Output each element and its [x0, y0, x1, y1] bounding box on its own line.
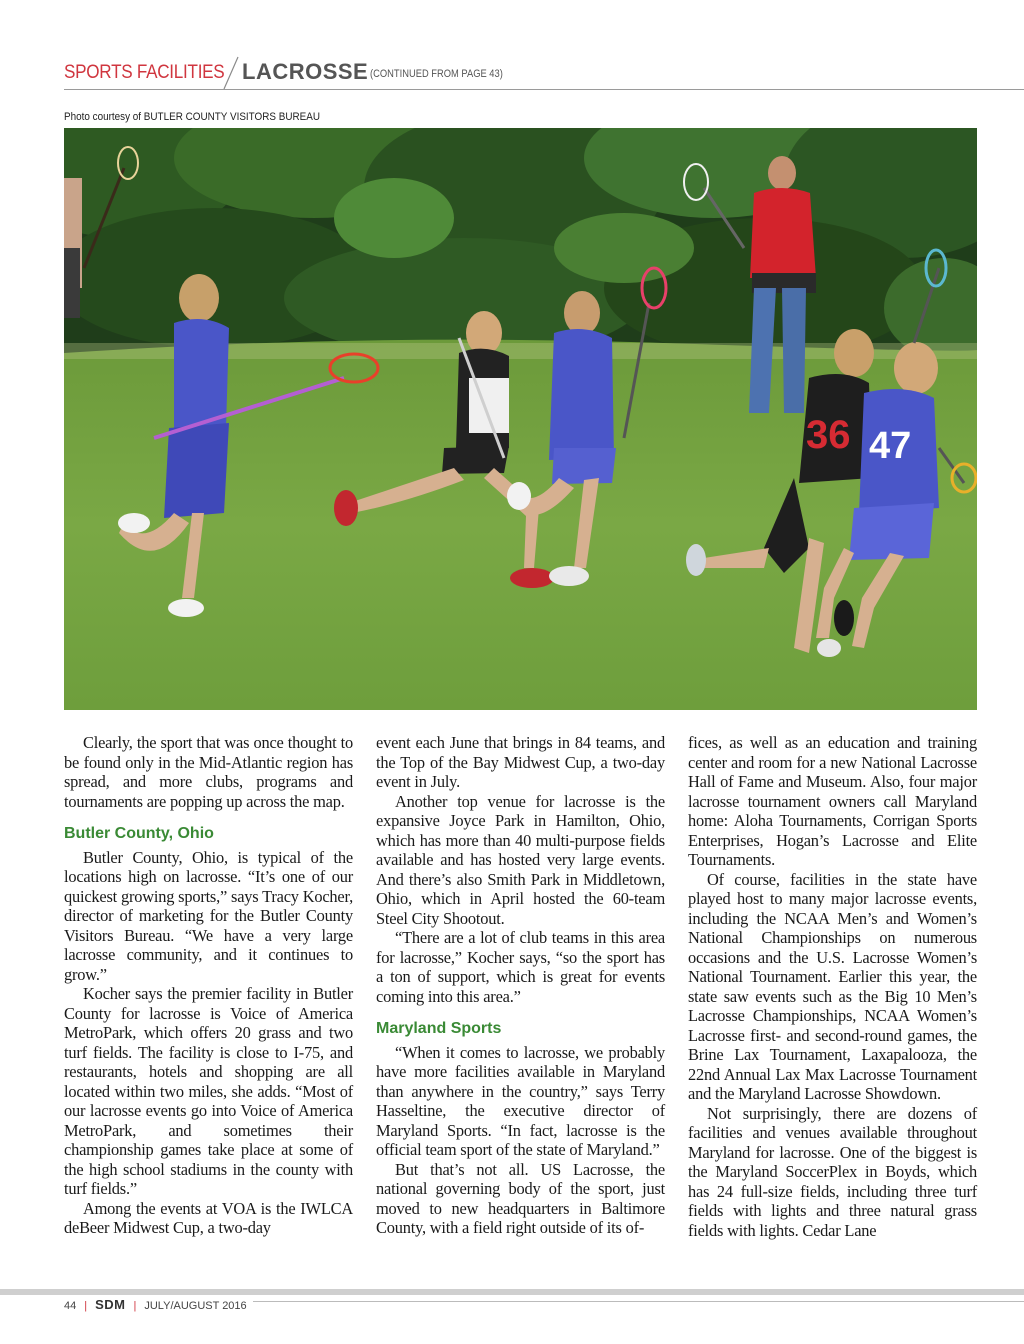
paragraph: Another top venue for lacrosse is the expansive Joyce Park in Hamilton, Ohio, which has more than 40 multi-purpose fields available and has hosted very large events. And there’s also Smith Park in Middletown, Ohio, which in April hosted the 60-team Steel City Shootout. [376, 791, 665, 928]
paragraph: Not surprisingly, there are dozens of facilities and venues available throughout Maryland for lacrosse. One of the biggest is the Maryland SoccerPlex in Boyds, which has 24 full-size fields, including three turf fields with lights and three natural grass fields with lights. Cedar Lane [688, 1103, 977, 1240]
photo-credit: Photo courtesy of BUTLER COUNTY VISITORS BUREAU [64, 111, 321, 123]
paragraph: Of course, facilities in the state have played host to many major lacrosse events, including the NCAA Men’s and Women’s National Championships on numerous occasions and the U.S. Lacrosse Women’s National Tournament. Earlier this year, the state saw events such as the Big 10 Men’s Lacrosse Championships, NCAA Women’s Lacrosse first- and second-round games, the Brine Lax Tournament, Laxapalooza, the 22nd Annual Lax Max Lacrosse Tournament and the Maryland Lacrosse Showdown. [688, 869, 977, 1103]
article-column-1 [64, 733, 353, 1238]
paragraph: fices, as well as an education and training center and room for a new National Lacrosse Hall of Fame and Museum. Also, four major lacrosse tournament owners call Maryland home: Aloha Tournaments, Corrigan Sports Enterprises, Hogan’s Lacrosse and Elite Tournaments. [688, 733, 977, 869]
footer-text [64, 1297, 253, 1312]
paragraph: “There are a lot of club teams in this area for lacrosse,” Kocher says, “so the sport has a ton of support, which is great for events coming into this area.” [376, 928, 665, 1006]
article-column-3 [688, 733, 977, 1240]
paragraph: Kocher says the premier facility in Butler County for lacrosse is Voice of America MetroPark, which offers 20 grass and two turf fields. The facility is close to I-75, and restaurants, hotels and shopping are all located within two miles, she adds. “Most of our lacrosse events go into Voice of America MetroPark, and sometimes their championship games take place at some of the high school stadiums in the county with turf fields.” [64, 984, 353, 1198]
paragraph: event each June that brings in 84 teams, and the Top of the Bay Midwest Cup, a two-day event in July. [376, 733, 665, 791]
page-number: 44 [64, 1300, 77, 1312]
topic-title: LACROSSE [242, 59, 369, 84]
paragraph: Butler County, Ohio, is typical of the locations high on lacrosse. “It’s one of our quickest growing sports,” says Tracy Kocher, director of marketing for the Butler County Visitors Bureau. “We have a very large lacrosse community, and it continues to grow.” [64, 847, 353, 984]
subheading-butler-county: Butler County, Ohio [64, 825, 214, 842]
subheading-maryland-sports: Maryland Sports [376, 1020, 502, 1037]
page-footer [0, 1282, 1024, 1344]
paragraph: Clearly, the sport that was once thought to be found only in the Mid-Atlantic region has spread, and more clubs, programs and tournaments are popping up across the map. [64, 733, 353, 811]
footer-bar [0, 1289, 1024, 1295]
continued-note: (CONTINUED FROM PAGE 43) [370, 68, 503, 80]
paragraph: But that’s not all. US Lacrosse, the national governing body of the sport, just moved to new headquarters in Baltimore County, with a field right outside of its of- [376, 1159, 665, 1237]
page-header [64, 58, 1024, 92]
photo-illustration [64, 128, 977, 710]
magazine-logo: SDM [95, 1297, 126, 1312]
lacrosse-photo [64, 128, 977, 710]
section-label: SPORTS FACILITIES [64, 62, 225, 83]
article-column-2 [376, 733, 665, 1238]
jersey-number-36: 36 [806, 413, 851, 457]
paragraph: Among the events at VOA is the IWLCA deBeer Midwest Cup, a two-day [64, 1198, 353, 1237]
issue-date: JULY/AUGUST 2016 [144, 1300, 247, 1312]
header-slash-divider [221, 55, 241, 91]
jersey-number-47: 47 [869, 425, 912, 467]
footer-separator: | [84, 1300, 88, 1312]
paragraph: “When it comes to lacrosse, we probably have more facilities available in Maryland than anywhere in the country,” says Terry Hasseltine, the executive director of Maryland Sports. “In fact, lacrosse is the official team sport of the state of Maryland.” [376, 1042, 665, 1159]
header-rule [64, 89, 1024, 90]
footer-separator: | [133, 1300, 137, 1312]
